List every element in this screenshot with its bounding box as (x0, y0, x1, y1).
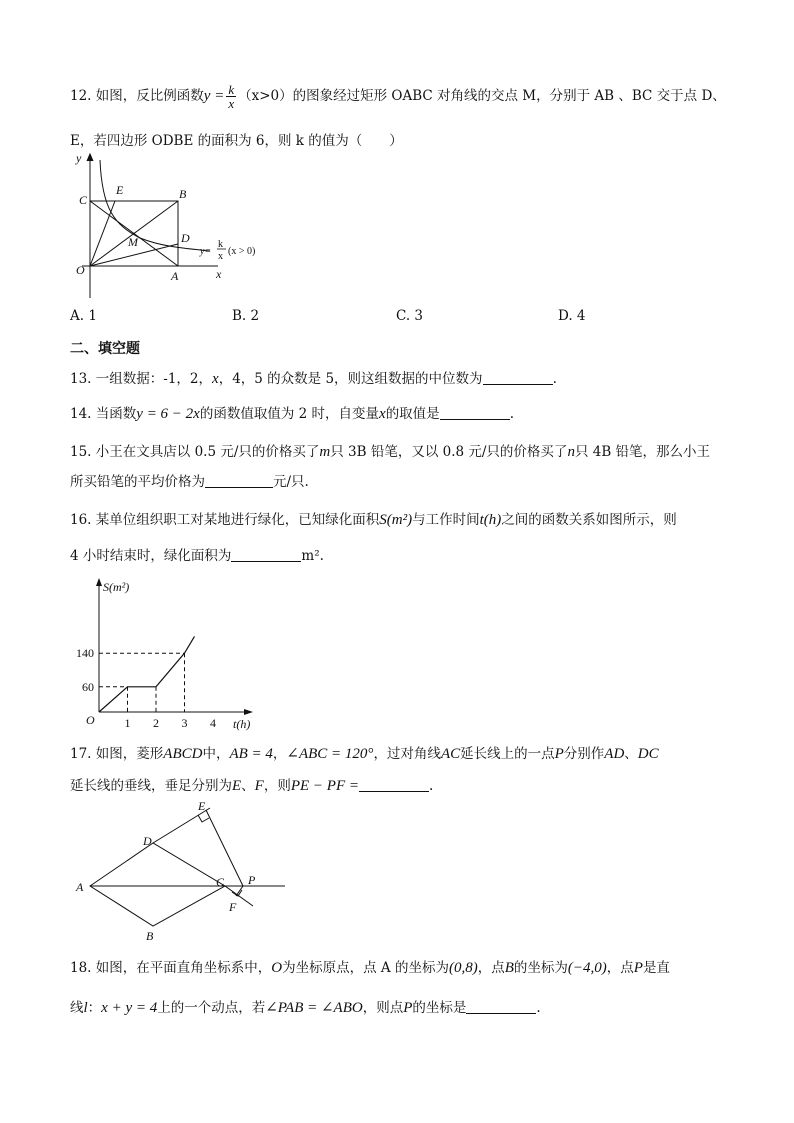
q12-option-d[interactable]: D. 4 (558, 308, 586, 324)
svg-text:k: k (218, 239, 223, 250)
q13-answer-blank[interactable] (483, 370, 553, 385)
q15-line1: 15. 小王在文具店以 0.5 元/只的价格买了m只 3B 铅笔，又以 0.8 元/只的价格买了n只 4B 铅笔，那么小王 (70, 444, 711, 460)
q12-line1: 12. 如图，反比例函数y = $\frac{k}{x}$ （x>0）的图象经过矩形 OABC 对角线的交点 M，分别于 AB 、BC 交于点 D、 (70, 82, 726, 111)
q16-line1: 16. 某单位组织职工对某地进行绿化，已知绿化面积S(m²)与工作时间t(h)之间的函数关系如图所示，则 (70, 512, 677, 528)
svg-text:y=: y= (200, 246, 212, 257)
chart-x-tick: 3 (181, 716, 188, 730)
q17-point-e: E (198, 799, 206, 813)
q17-line2: 延长线的垂线，垂足分别为E、F，则PE − PF = . (70, 778, 434, 794)
q18-answer-blank[interactable] (466, 999, 536, 1014)
q17-point-b: B (146, 929, 154, 943)
q16-answer-blank[interactable] (231, 547, 301, 562)
chart-x-tick: 4 (210, 716, 216, 730)
q12-option-b[interactable]: B. 2 (232, 308, 260, 324)
chart-x-tick: 1 (124, 716, 131, 730)
q17-point-a: A (76, 880, 84, 894)
q12-point-c: C (79, 193, 88, 207)
section-title: 二、填空题 (70, 341, 140, 357)
q18-line1: 18. 如图，在平面直角坐标系中，O为坐标原点，点 A 的坐标为(0,8)，点B的坐标为(−4,0)，点P是直 (70, 960, 670, 976)
q17-point-c: C (216, 875, 225, 889)
q12-option-c[interactable]: C. 3 (396, 308, 424, 324)
q12-fraction: $\frac{k}{x}$ (228, 82, 235, 111)
q17-point-d: D (143, 834, 152, 848)
q12-point-a: A (171, 269, 179, 283)
q12-point-e: E (116, 183, 124, 197)
q16-line2: 4 小时结束时，绿化面积为 m². (70, 548, 324, 564)
chart-x-axis-label: t(h) (233, 717, 251, 731)
q16-chart (70, 575, 270, 735)
q14: 14. 当函数y = 6 − 2x的函数值取值为 2 时，自变量x的取值是 . (70, 406, 514, 422)
q12-x-label: x (216, 267, 222, 281)
q17-figure (70, 798, 300, 948)
chart-y-axis-label: S(m²) (103, 580, 130, 594)
q18-line2: 线l：x + y = 4上的一个动点，若∠PAB = ∠ABO，则点P的坐标是 . (70, 1000, 541, 1016)
q12-curve-label (199, 239, 255, 262)
q15-answer-blank[interactable] (205, 473, 273, 488)
q17-point-f: F (229, 900, 237, 914)
q14-answer-blank[interactable] (440, 405, 510, 420)
chart-y-tick: 60 (82, 679, 94, 694)
svg-text:x: x (218, 251, 223, 262)
q12-point-m: M (128, 235, 138, 249)
chart-x-tick: 2 (153, 716, 159, 730)
q12-figure (60, 150, 290, 300)
q12-option-a[interactable]: A. 1 (70, 308, 97, 324)
q15-line2: 所买铅笔的平均价格为 元/只. (70, 474, 309, 490)
q12-point-d: D (181, 231, 190, 245)
chart-origin-label: O (86, 713, 95, 727)
q12-y-label: y (76, 151, 82, 165)
q13: 13. 一组数据：-1，2，x，4，5 的众数是 5，则这组数据的中位数为 . (70, 371, 557, 387)
q12-point-b: B (179, 187, 187, 201)
q12-line2: E，若四边形 ODBE 的面积为 6，则 k 的值为（ ） (70, 133, 403, 149)
chart-y-tick: 140 (76, 646, 94, 661)
q17-point-p: P (248, 873, 256, 887)
chart-series-line (99, 636, 194, 712)
q12-point-o: O (76, 263, 85, 277)
svg-text:(x > 0): (x > 0) (228, 246, 256, 257)
q17-answer-blank[interactable] (359, 777, 429, 792)
q17-line1: 17. 如图，菱形ABCD中，AB = 4，∠ABC = 120°，过对角线AC延长线上的一点P分别作AD、DC (70, 746, 659, 762)
